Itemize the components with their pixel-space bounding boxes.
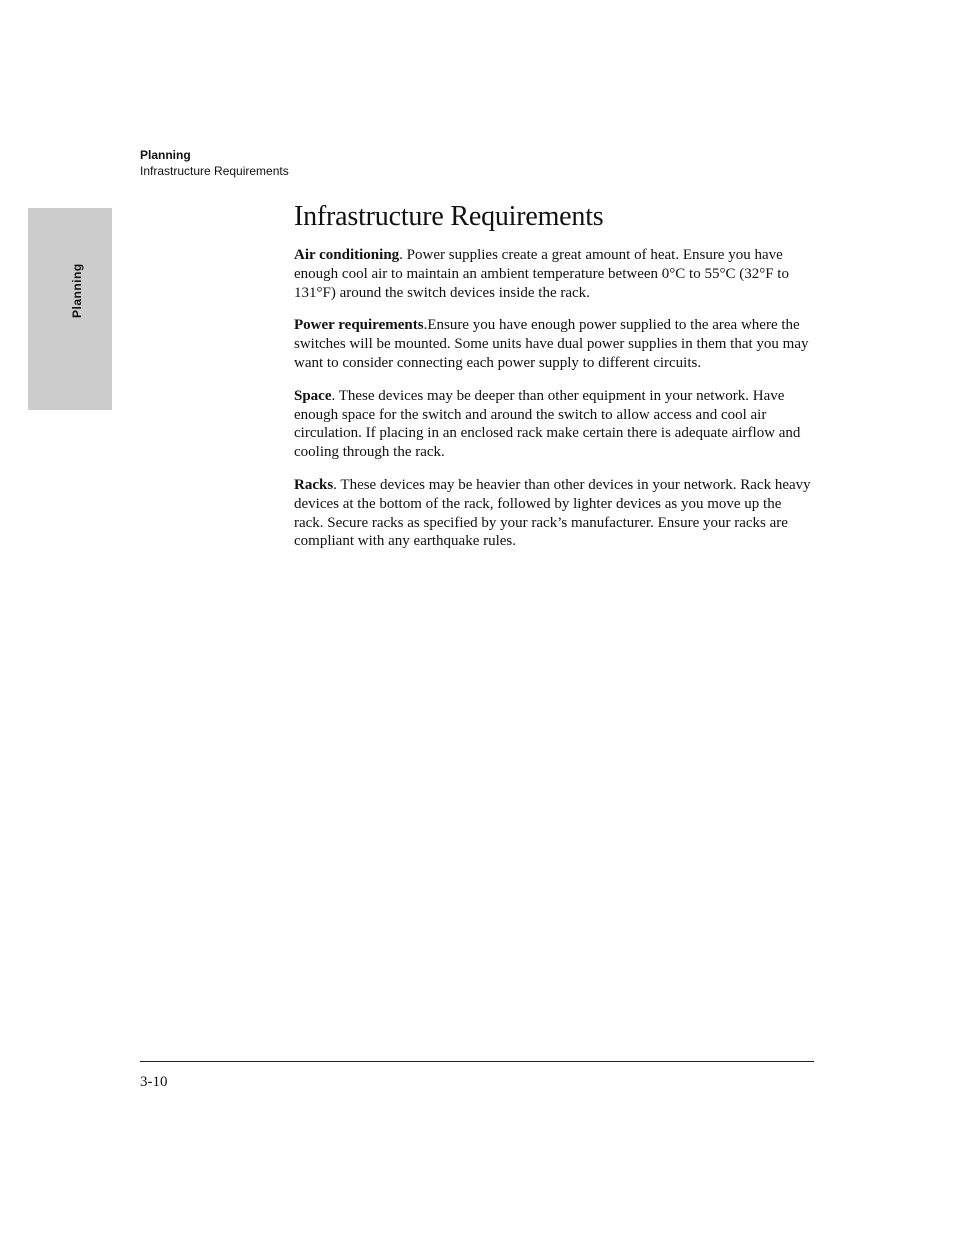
main-content — [294, 198, 814, 565]
term-power-requirements: Power requirements — [294, 317, 424, 334]
footer-divider — [140, 1061, 814, 1062]
term-air-conditioning: Air conditioning — [294, 247, 400, 263]
page-number: 3-10 — [140, 1074, 168, 1090]
body-power-requirements: .Ensure you have enough power supplied to the area where the switches will be mounted. Some units have dual power supplies in them that you may want to consider connecting each power supply to different circuits. — [294, 317, 809, 371]
running-header — [140, 147, 289, 179]
page-title: Infrastructure Requirements — [294, 201, 604, 232]
paragraph-racks — [294, 476, 814, 551]
body-air-conditioning: . Power supplies create a great amount of heat. Ensure you have enough cool air to maintain an ambient temperature between 0°C to 55°C (32°F to 131°F) around the switch devices inside the rack. — [294, 247, 789, 301]
body-space: . These devices may be deeper than other equipment in your network. Have enough space for the switch and around the switch to allow access and cool air circulation. If placing in an enclosed rack make certain there is adequate airflow and cooling through the rack. — [294, 387, 801, 461]
term-racks: Racks — [294, 476, 334, 493]
body-racks: . These devices may be heavier than other devices in your network. Rack heavy devices at the bottom of the rack, followed by lighter devices as you move up the rack. Secure racks as specified by your rack’s manufacturer. Ensure your racks are compliant with any earthquake rules. — [294, 476, 811, 550]
paragraph-power-requirements — [294, 316, 814, 372]
header-chapter: Planning — [140, 148, 191, 162]
term-space: Space — [294, 387, 332, 404]
paragraph-air-conditioning — [294, 246, 814, 302]
chapter-side-tab: Planning — [28, 208, 112, 410]
header-section: Infrastructure Requirements — [140, 164, 289, 178]
paragraph-space — [294, 387, 814, 462]
